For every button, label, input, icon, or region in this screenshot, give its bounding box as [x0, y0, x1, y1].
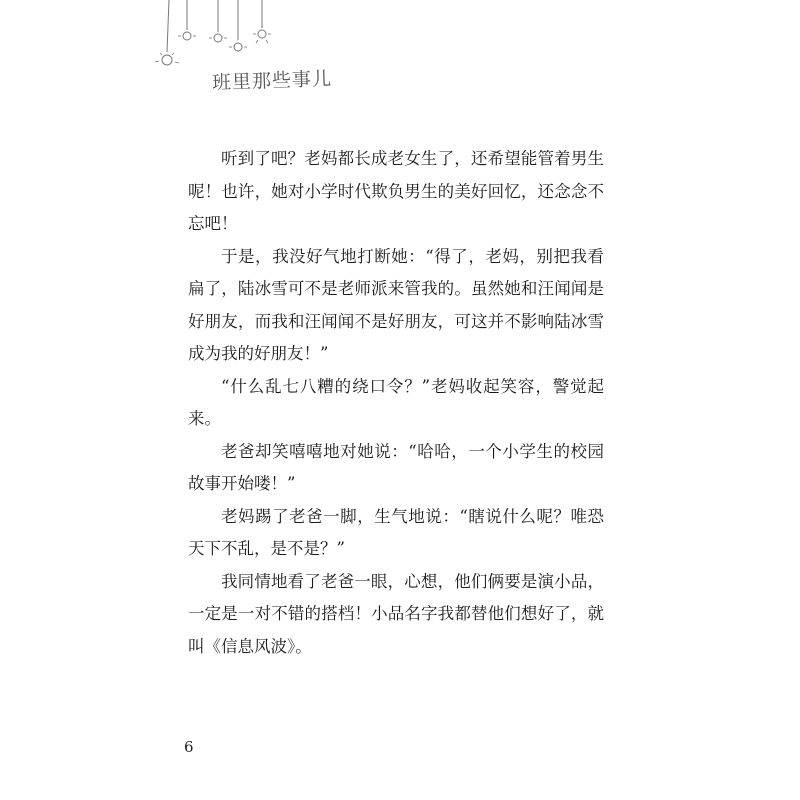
hanging-lightbulbs-icon [150, 0, 280, 75]
paragraph: “什么乱七八糟的绕口令？”老妈收起笑容，警觉起来。 [188, 376, 604, 428]
page-number: 6 [184, 738, 194, 756]
body-text [188, 143, 604, 663]
paragraph: 老妈踢了老爸一脚，生气地说：“瞎说什么呢？唯恐天下不乱，是不是？” [188, 506, 604, 558]
paragraph: 我同情地看了老爸一眼，心想，他们俩要是演小品，一定是一对不错的搭档！小品名字我都替他们想好了，就叫《信息风波》。 [188, 571, 604, 656]
paragraph: 听到了吧？老妈都长成老女生了，还希望能管着男生呢！也许，她对小学时代欺负男生的美好回忆，还念念不忘吧！ [188, 149, 604, 233]
paragraph: 老爸却笑嘻嘻地对她说：“哈哈，一个小学生的校园故事开始喽！” [188, 441, 604, 493]
running-header-title: 班里那些事儿 [211, 67, 333, 95]
paragraph: 于是，我没好气地打断她：“得了，老妈，别把我看扁了，陆冰雪可不是老师派来管我的。虽然她和汪闻闻是好朋友，而我和汪闻闻不是好朋友，可这并不影响陆冰雪成为我的好朋友！” [188, 246, 604, 363]
